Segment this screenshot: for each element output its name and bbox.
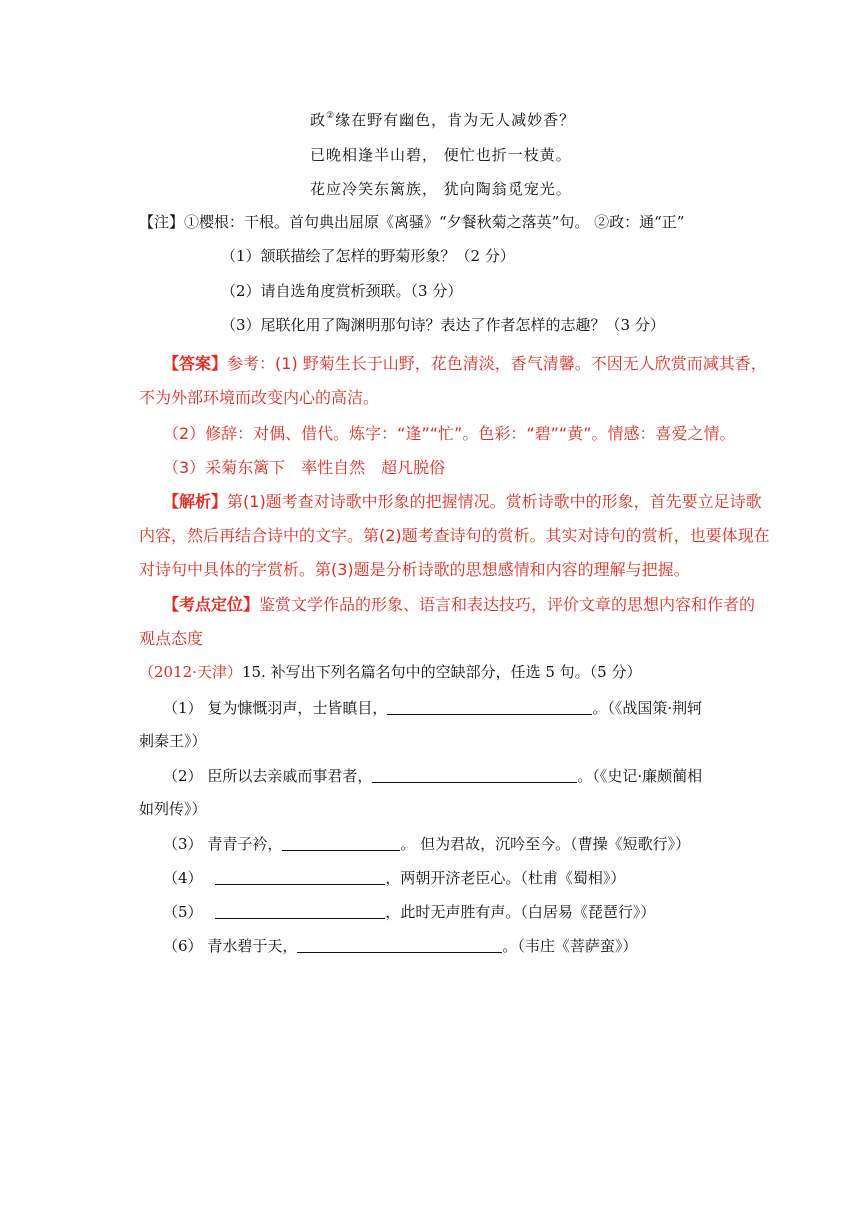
analysis-line-3: 对诗句中具体的字赏析。第(3)题是分析诗歌的思想感情和内容的理解与把握。: [139, 560, 690, 579]
answer-tag: 【答案】: [163, 354, 228, 373]
item-number: （2）: [163, 767, 203, 785]
analysis-line-2: 内容，然后再结合诗中的文字。第(2)题考查诗句的赏析。其实对诗句的赏析，也要体现在: [139, 526, 770, 545]
answer-line-3: （2）修辞：对偶、借代。炼字：“逢”“忙”。色彩：“碧”“黄”。情感：喜爱之情。: [163, 424, 736, 443]
item-number: （1）: [163, 699, 203, 717]
poem-line-3: 花应冷笑东篱族， 犹向陶翁觅宠光。: [310, 180, 572, 198]
item-suffix: 。（韦庄《菩萨蛮》）: [502, 937, 638, 955]
q15-item-6: [163, 938, 637, 954]
fill-blank[interactable]: [387, 700, 592, 715]
analysis-text-1: 第(1)题考查对诗歌中形象的把握情况。赏析诗歌中的形象，首先要立足诗歌: [227, 492, 762, 511]
q15-item-5: [163, 904, 655, 920]
item-suffix: 。（《史记·廉颇蔺相: [577, 767, 703, 785]
question-3: （3）尾联化用了陶渊明那句诗？表达了作者怎样的志趣？（3 分）: [221, 316, 665, 334]
q15-item-3: [163, 836, 690, 852]
fill-blank[interactable]: [297, 938, 502, 953]
fill-blank[interactable]: [372, 768, 577, 783]
item-suffix: 。（《战国策·荆轲: [592, 699, 703, 717]
q15-item-1-cont: 刺秦王》）: [139, 732, 207, 750]
q15-item-2-cont: 如列传》）: [139, 800, 207, 818]
item-prefix: 复为慷慨羽声，士皆瞋目，: [207, 699, 388, 717]
kaodian-text-1: 鉴赏文学作品的形象、语言和表达技巧，评价文章的思想内容和作者的: [259, 595, 756, 614]
item-suffix: 。 但为君故，沉吟至今。（曹操《短歌行》）: [400, 835, 691, 853]
q15-source: （2012·天津）: [139, 663, 242, 681]
analysis-tag: 【解析】: [163, 492, 228, 511]
item-number: （3）: [163, 835, 203, 853]
footnote: 【注】①樱根：干根。首句典出屈原《离骚》“夕餐秋菊之落英”句。 ②政：通“正”: [139, 213, 685, 231]
q15-heading: [139, 665, 641, 680]
poem-line-1-rest: 缘在野有幽色，肯为无人减妙香？: [335, 111, 576, 129]
kaodian-tag: 【考点定位】: [163, 595, 260, 614]
q15-text: 15. 补写出下列名篇名句中的空缺部分，任选 5 句。（5 分）: [241, 663, 642, 681]
answer-line-2: 不为外部环境而改变内心的高洁。: [139, 388, 380, 407]
poem-line-1: [310, 112, 575, 128]
item-number: （6）: [163, 937, 203, 955]
poem-line-1-start: 政: [310, 111, 327, 129]
question-1: （1）颔联描绘了怎样的野菊形象？（2 分）: [221, 247, 515, 265]
question-2: （2）请自选角度赏析颈联。（3 分）: [221, 282, 463, 300]
fill-blank[interactable]: [282, 836, 400, 851]
item-prefix: 青青子衿，: [207, 835, 283, 853]
fill-blank[interactable]: [215, 904, 385, 919]
kaodian-line-2: 观点态度: [139, 629, 204, 648]
q15-item-4: [163, 870, 625, 886]
poem-line-2: 已晚相逢半山碧， 便忙也折一枝黄。: [310, 146, 572, 164]
analysis-line-1: [163, 494, 762, 510]
answer-line-1: [163, 356, 767, 372]
q15-item-2: [163, 768, 702, 784]
item-prefix: 臣所以去亲戚而事君者，: [207, 767, 373, 785]
footnote-marker: ②: [326, 111, 336, 121]
item-number: （5）: [163, 903, 203, 921]
fill-blank[interactable]: [215, 870, 385, 885]
item-suffix: ，此时无声胜有声。（白居易《琵琶行》）: [385, 903, 656, 921]
answer-line-4: （3）采菊东篱下 率性自然 超凡脱俗: [163, 458, 446, 477]
kaodian-line-1: [163, 597, 755, 613]
answer-text-1: 参考：(1) 野菊生长于山野，花色清淡，香气清馨。不因无人欣赏而减其香，: [227, 354, 767, 373]
item-suffix: ，两朝开济老臣心。（杜甫《蜀相》）: [385, 869, 626, 887]
item-number: （4）: [163, 869, 203, 887]
q15-item-1: [163, 700, 702, 716]
item-prefix: 青水碧于天，: [207, 937, 298, 955]
